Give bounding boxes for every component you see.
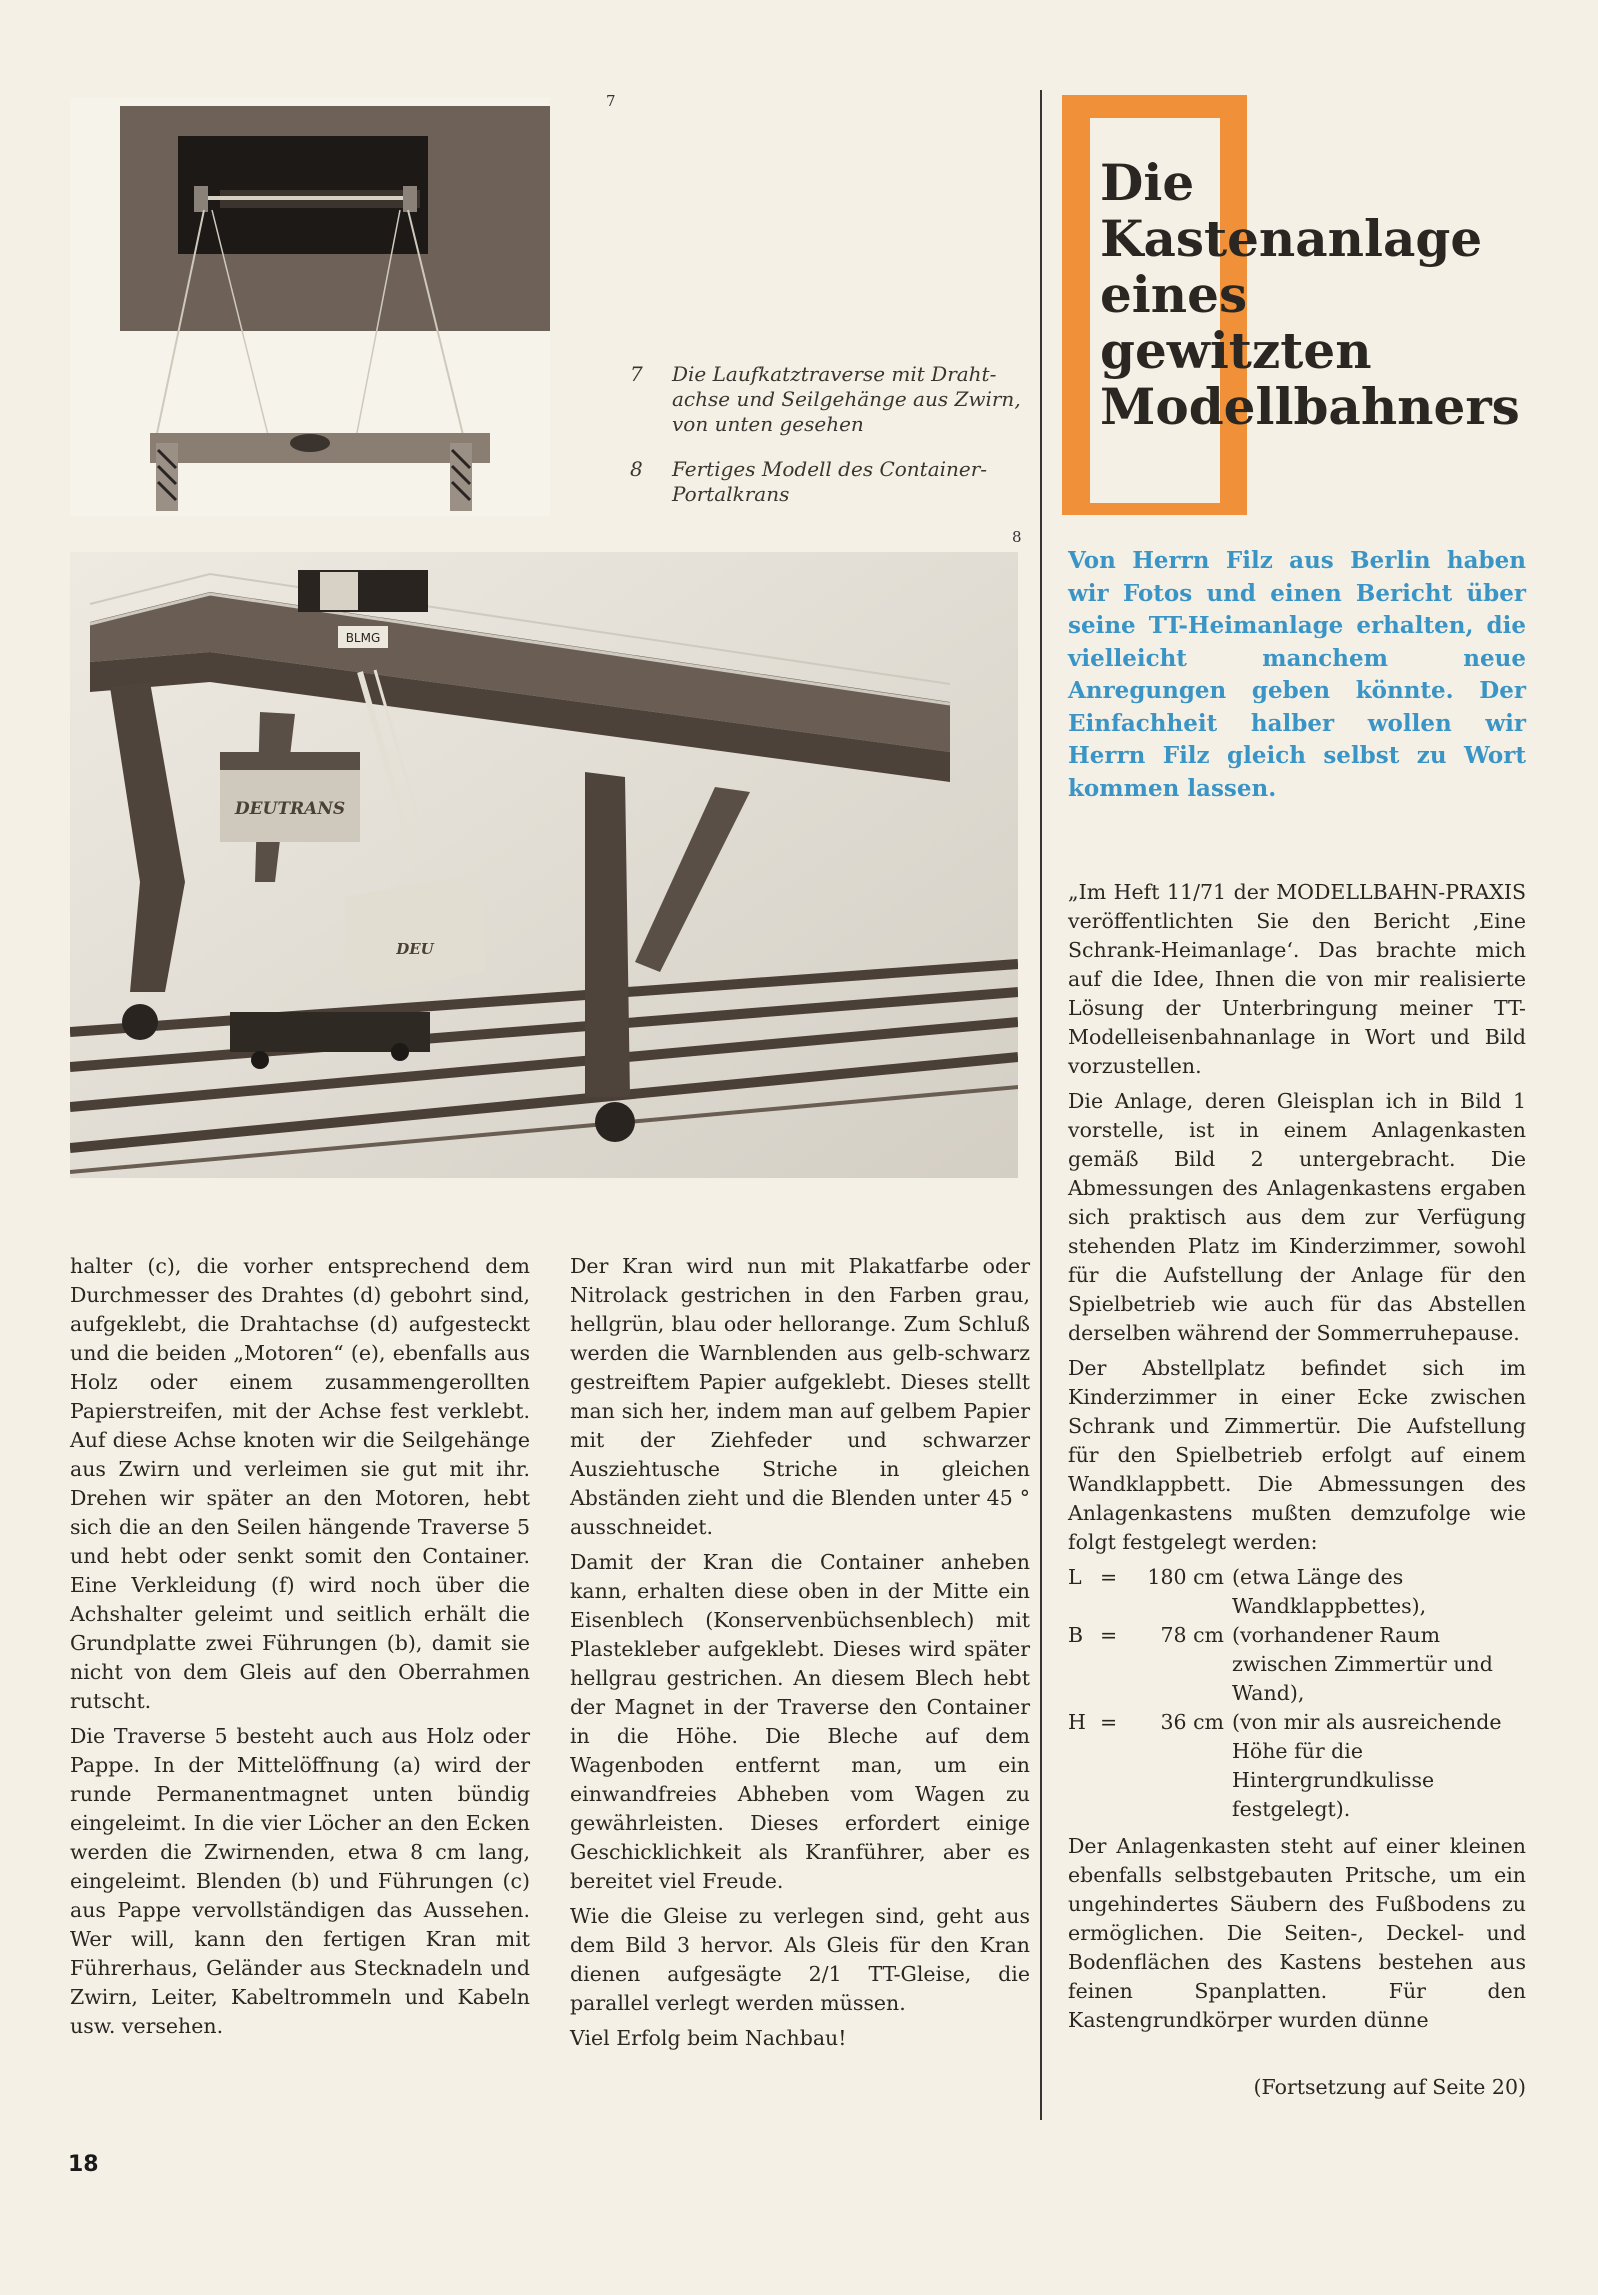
- paragraph: Der Anlagenkasten steht auf einer kleinen ebenfalls selbstgebauten Pritsche, um ein ungehindertes Säubern des Fußbodens zu ermöglichen. Die Seiten-, Deckel- und Bodenflächen des Kastens bestehen aus feinen Spanplatten. Für den Kastengrundkörper wurden dünne: [1068, 1834, 1526, 2032]
- container-label-1: DEUTRANS: [234, 799, 346, 819]
- dimension-value: 78 cm: [1160, 1623, 1224, 1647]
- paragraph: Die Traverse 5 besteht auch aus Holz oder Pappe. In der Mittelöffnung (a) wird der runde Permanentmagnet unten bündig eingeleimt. In die vier Löcher an den Ecken werden die Zwirnenden, etwa 8 cm lang, eingeleimt. Blenden (b) und Führungen (c) aus Pappe vervollständigen das Aussehen. Wer will, kann den fertigen Kran mit Führerhaus, Geländer aus Stecknadeln und Zwirn, Leiter, Kabeltrommeln und Kabeln usw. versehen.: [70, 1724, 530, 2038]
- container-label-2: DEU: [396, 940, 434, 958]
- dimension-note: (vorhandener Raum zwischen Zimmertür und Wand),: [1232, 1623, 1493, 1705]
- dimension-key: B: [1068, 1623, 1084, 1647]
- paragraph: Damit der Kran die Container anheben kann, erhalten diese oben in der Mitte ein Eisenblech (Konservenbüchsenblech) mit Plastekleber aufgeklebt. Dieses wird später hellgrau gestrichen. An diesem Blech hebt der Magnet in der Traverse den Container in die Höhe. Die Bleche auf dem Wagenboden entfernt man, um ein einwandfreies Abheben vom Wagen zu gewährleisten. Dieses erfordert einige Geschicklichkeit als Kranführer, aber es bereitet viel Freude.: [570, 1550, 1030, 1893]
- caption-text: Die Laufkatztraverse mit Draht-achse und Seilgehänge aus Zwirn, von unten gesehen: [672, 362, 1021, 436]
- traverse-photo: [70, 98, 550, 516]
- caption-7: [630, 362, 1030, 437]
- dimension-eq: =: [1100, 1565, 1118, 1589]
- text-column-1: [70, 1252, 530, 2047]
- text-column-2: [570, 1252, 1030, 2059]
- figure-7-number: 7: [606, 92, 616, 110]
- title-line: Kastenanlage: [1100, 209, 1483, 268]
- portal-crane-photo: [70, 552, 1018, 1178]
- caption-number: 8: [630, 457, 643, 481]
- article-intro: Von Herrn Filz aus Berlin haben wir Fotos und einen Bericht über seine TT-Heimanlage erhalten, die vielleicht manchem neue Anregungen geben könnte. Der Einfachheit halber wollen wir Herrn Filz gleich selbst zu Wort kommen lassen.: [1068, 547, 1526, 802]
- dimension-row: [1068, 1621, 1526, 1708]
- dimension-row: [1068, 1708, 1526, 1824]
- dimension-row: [1068, 1563, 1526, 1621]
- crane-sign: BLMG: [345, 631, 381, 645]
- title-line: gewitzten: [1100, 321, 1372, 380]
- paragraph: Der Abstellplatz befindet sich im Kinderzimmer in einer Ecke zwischen Schrank und Zimmertür. Die Aufstellung für den Spielbetrieb erfolgt auf einem Wandklappbett. Die Abmessungen des Anlagenkastens mußten demzufolge wie folgt festgelegt werden:: [1068, 1356, 1526, 1554]
- paragraph: „Im Heft 11/71 der MODELLBAHN-PRAXIS veröffentlichten Sie den Bericht ‚Eine Schrank-Heimanlage‘. Das brachte mich auf die Idee, Ihnen die von mir realisierte Lösung der Unterbringung meiner TT-Modelleisenbahnanlage in Wort und Bild vorzustellen.: [1068, 880, 1526, 1078]
- page-number: 18: [68, 2152, 99, 2177]
- paragraph: Viel Erfolg beim Nachbau!: [570, 2026, 847, 2050]
- dimension-value: 180 cm: [1147, 1565, 1224, 1589]
- column-divider: [1040, 90, 1042, 2120]
- dimension-value: 36 cm: [1160, 1710, 1224, 1734]
- dimension-eq: =: [1100, 1623, 1118, 1647]
- article-title: [1100, 155, 1520, 435]
- figure-7-photo: [70, 98, 550, 516]
- title-line: Modellbahners: [1100, 377, 1520, 436]
- dimension-key: H: [1068, 1710, 1086, 1734]
- caption-8: [630, 457, 1030, 507]
- caption-number: 7: [630, 362, 643, 386]
- paragraph: Der Kran wird nun mit Plakatfarbe oder Nitrolack gestrichen in den Farben grau, hellgrün, blau oder hellorange. Zum Schluß werden die Warnblenden aus gelb-schwarz gestreiftem Papier aufgeklebt. Dieses stellt man sich her, indem man auf gelbem Papier mit der Ziehfeder und schwarzer Ausziehtusche Striche in gleichen Abständen zieht und die Blenden unter 45 ° ausschneidet.: [570, 1254, 1030, 1539]
- dimension-note: (etwa Länge des Wandklappbettes),: [1232, 1565, 1427, 1618]
- paragraph: Wie die Gleise zu verlegen sind, geht aus dem Bild 3 hervor. Als Gleis für den Kran dienen aufgesägte 2/1 TT-Gleise, die parallel verlegt werden müssen.: [570, 1904, 1030, 2015]
- dimension-key: L: [1068, 1565, 1082, 1589]
- figure-captions: [630, 362, 1030, 527]
- paragraph: Die Anlage, deren Gleisplan ich in Bild 1 vorstelle, ist in einem Anlagenkasten gemäß Bild 2 untergebracht. Die Abmessungen des Anlagenkastens ergaben sich praktisch aus dem zur Verfügung stehenden Platz im Kinderzimmer, sowohl für die Aufstellung der Anlage für den Spielbetrieb wie auch für das Abstellen derselben während der Sommerruhepause.: [1068, 1089, 1526, 1345]
- title-line: eines: [1100, 265, 1248, 324]
- figure-8-photo: [70, 552, 1018, 1178]
- dimension-eq: =: [1100, 1710, 1118, 1734]
- continuation-note: (Fortsetzung auf Seite 20): [1253, 2075, 1526, 2099]
- paragraph: halter (c), die vorher entsprechend dem Durchmesser des Drahtes (d) gebohrt sind, aufgeklebt, die Drahtachse (d) aufgesteckt und die beiden „Motoren“ (e), ebenfalls aus Holz oder einem zusammengerollten Papierstreifen, mit der Achse fest verklebt. Auf diese Achse knoten wir die Seilgehänge aus Zwirn und verleimen sie gut mit ihr. Drehen wir später an den Motoren, hebt sich die an den Seilen hängende Traverse 5 und hebt oder senkt somit den Container. Eine Verkleidung (f) wird noch über die Achshalter geleimt und seitlich erhält die Grundplatte zwei Führungen (b), damit sie nicht von dem Gleis auf den Oberrahmen rutscht.: [70, 1254, 530, 1713]
- dimension-note: (von mir als ausreichende Höhe für die Hintergrundkulisse festgelegt).: [1232, 1710, 1502, 1821]
- figure-8-number: 8: [1012, 528, 1022, 546]
- text-column-3: [1068, 878, 1526, 2041]
- caption-text: Fertiges Modell des Container-Portalkrans: [672, 457, 988, 506]
- title-line: Die: [1100, 153, 1195, 212]
- dimensions-table: [1068, 1563, 1526, 1824]
